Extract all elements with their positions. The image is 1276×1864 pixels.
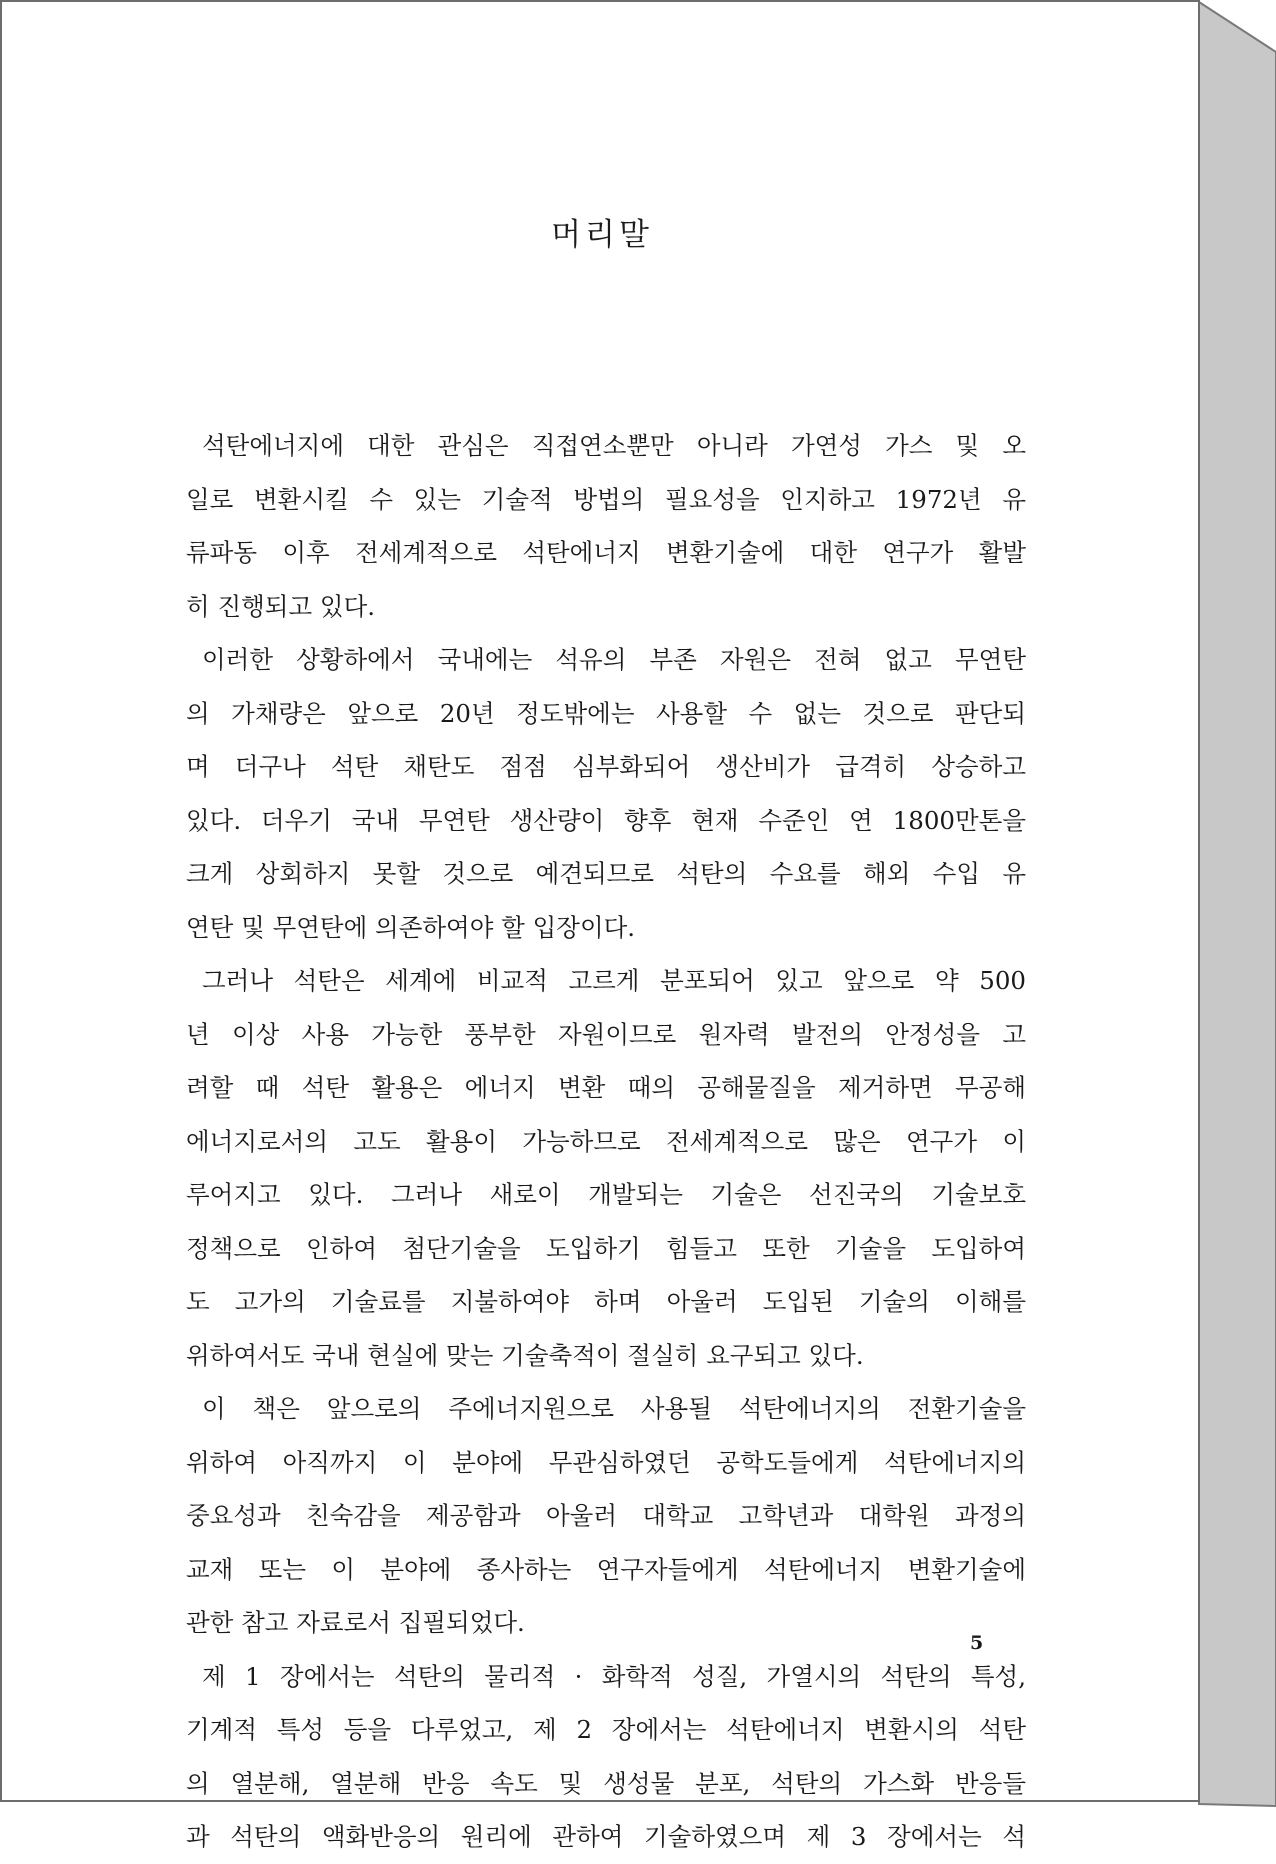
page-number: 5 [970,1632,984,1654]
text-line: 그러나 석탄은 세계에 비교적 고르게 분포되어 있고 앞으로 약 500 [202,966,1026,995]
text-line: 이 책은 앞으로의 주에너지원으로 사용될 석탄에너지의 전환기술을 [202,1394,1026,1423]
text-line: 일로 변환시킬 수 있는 기술적 방법의 필요성을 인지하고 1972년 유 [186,484,1026,514]
text-line: 크게 상회하지 못할 것으로 예견되므로 석탄의 수요를 해외 수입 유 [186,859,1026,888]
text-line: 류파동 이후 전세계적으로 석탄에너지 변환기술에 대한 연구가 활발 [186,538,1026,567]
text-line: 교재 또는 이 분야에 종사하는 연구자들에게 석탄에너지 변환기술에 [186,1554,1026,1584]
text-line: 관한 참고 자료로서 집필되었다. [186,1608,525,1637]
text-line: 에너지로서의 고도 활용이 가능하므로 전세계적으로 많은 연구가 이 [186,1126,1026,1156]
text-line: 연탄 및 무연탄에 의존하여야 할 입장이다. [186,912,636,942]
text-line: 위하여 아직까지 이 분야에 무관심하였던 공학도들에게 석탄에너지의 [186,1447,1026,1477]
text-line: 이러한 상황하에서 국내에는 석유의 부존 자원은 전혀 없고 무연탄 [202,645,1026,674]
body-text [186,419,1026,1864]
text-line: 히 진행되고 있다. [186,591,376,621]
text-line: 석탄에너지에 대한 관심은 직접연소뿐만 아니라 가연성 가스 및 오 [202,431,1026,460]
text-line: 위하여서도 국내 현실에 맞는 기술축적이 절실히 요구되고 있다. [186,1340,864,1370]
text-line: 루어지고 있다. 그러나 새로이 개발되는 기술은 선진국의 기술보호 [186,1180,1026,1209]
text-line: 년 이상 사용 가능한 풍부한 자원이므로 원자력 발전의 안정성을 고 [186,1019,1026,1049]
text-line: 려할 때 석탄 활용은 에너지 변환 때의 공해물질을 제거하면 무공해 [186,1073,1026,1102]
text-line: 기계적 특성 등을 다루었고, 제 2 장에서는 석탄에너지 변환시의 석탄 [186,1715,1026,1744]
text-line: 의 가채량은 앞으로 20년 정도밖에는 사용할 수 없는 것으로 판단되 [186,698,1026,728]
text-line: 의 열분해, 열분해 반응 속도 및 생성물 분포, 석탄의 가스화 반응들 [186,1768,1026,1798]
text-line: 정책으로 인하여 첨단기술을 도입하기 힘들고 또한 기술을 도입하여 [186,1233,1026,1263]
text-line: 중요성과 친숙감을 제공함과 아울러 대학교 고학년과 대학원 과정의 [186,1501,1026,1530]
text-line: 있다. 더우기 국내 무연탄 생산량이 향후 현재 수준인 연 1800만톤을 [186,805,1026,835]
book-side-shape [1199,2,1276,1806]
text-line: 도 고가의 기술료를 지불하여야 하며 아울러 도입된 기술의 이해를 [186,1287,1026,1316]
text-line: 과 석탄의 액화반응의 원리에 관하여 기술하였으며 제 3 장에서는 석 [186,1822,1026,1851]
text-line: 제 1 장에서는 석탄의 물리적 · 화학적 성질, 가열시의 석탄의 특성, [202,1661,1026,1691]
text-line: 며 더구나 석탄 채탄도 점점 심부화되어 생산비가 급격히 상승하고 [186,752,1026,781]
page-title: 머리말 [551,217,653,253]
